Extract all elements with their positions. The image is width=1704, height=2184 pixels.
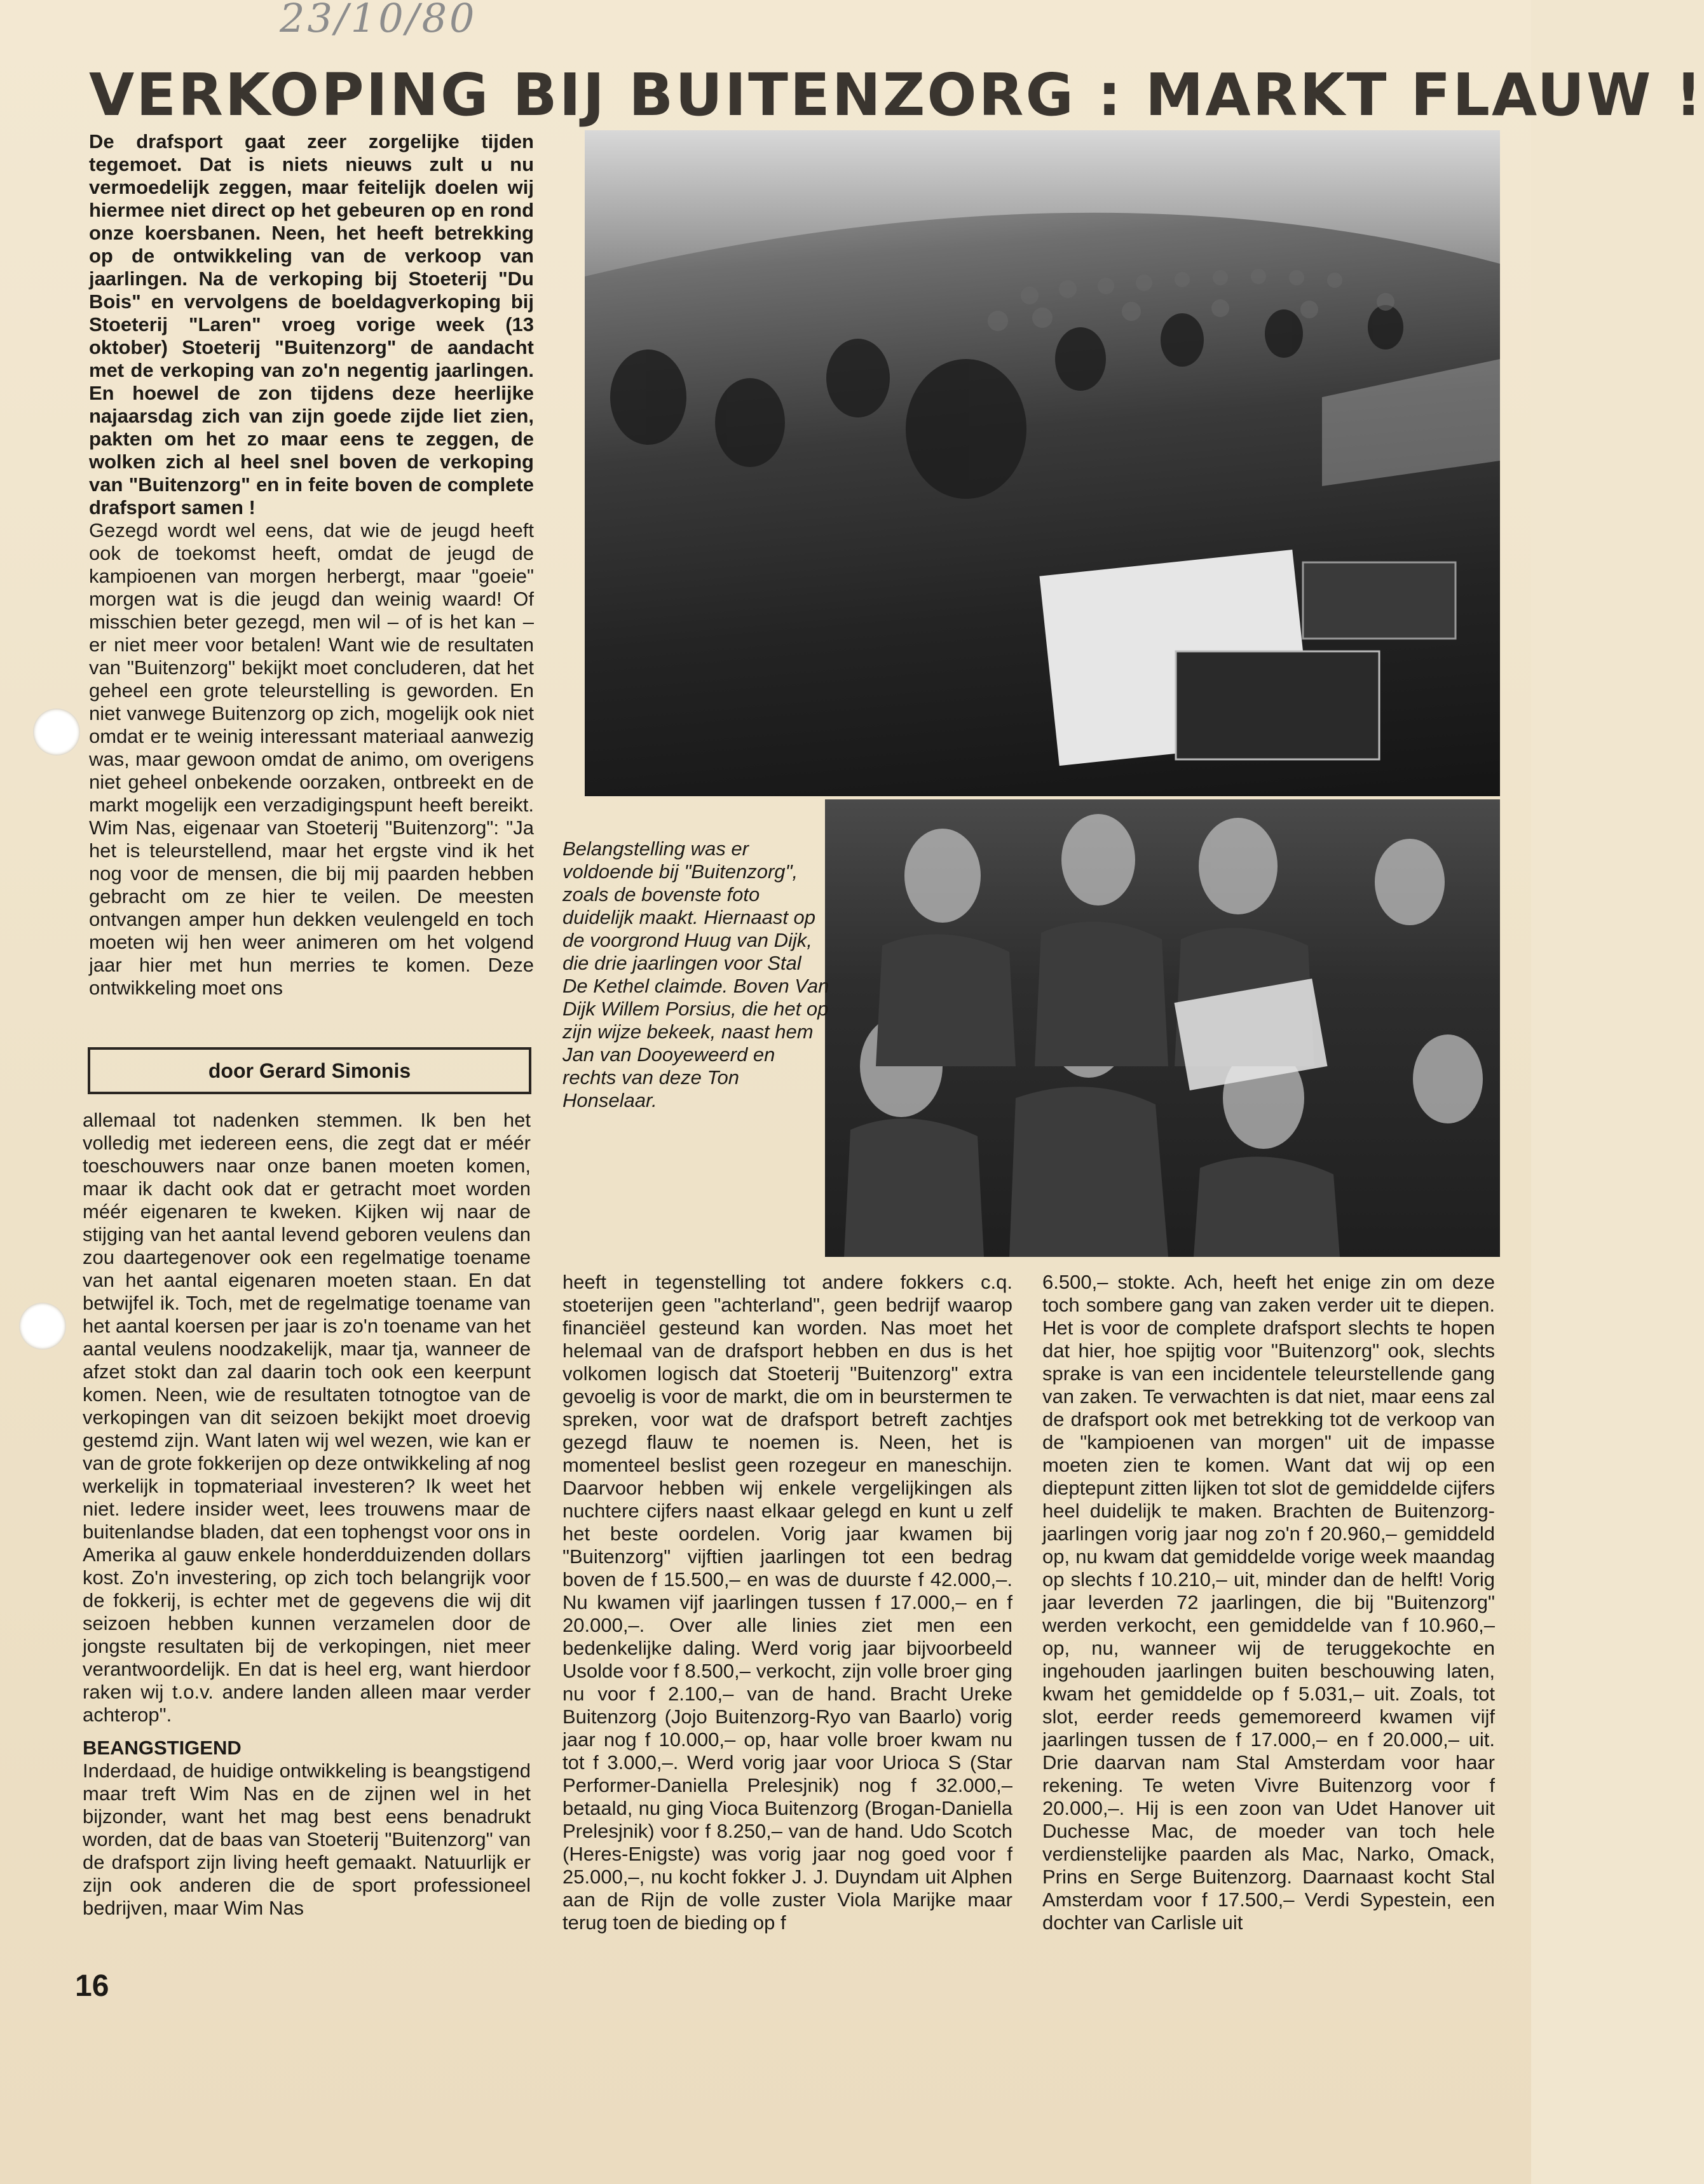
auction-crowd-illustration xyxy=(585,130,1500,796)
column-2 xyxy=(562,1271,1012,1989)
column-1-lower xyxy=(83,1109,531,2011)
body-paragraph: heeft in tegenstelling tot andere fokkers c.q. stoeterijen geen "achterland", geen bedrijf waarop financiëel gesteund kan worden. Nas moet het helemaal van de drafsport hebben en dus is het volkomen logisch dat Stoeterij "Buitenzorg" extra gevoelig is voor de markt, die om in beurstermen te spreken, voor wat de drafsport betreft zachtjes gezegd flauw te noemen is. Neen, het is momenteel beslist geen rozegeur en maneschijn. Daarvoor hebben wij enkele vergelijkingen als nuchtere cijfers naast elkaar gelegd en kunt u zelf het beste oordelen. Vorig jaar kwamen bij "Buitenzorg" vijftien jaarlingen tot een bedrag boven de f 15.500,– en was de duurste f 42.000,–. Nu kwamen vijf jaarlingen tussen f 17.000,– en f 20.000,–. Over alle linies ziet men een bedenkelijke daling. Werd vorig jaar bijvoorbeeld Usolde voor f 8.500,– verkocht, zijn volle broer ging nu voor f 2.100,– van de hand. Bracht Ureke Buitenzorg (Jojo Buitenzorg-Ryo van Baarlo) vorig jaar nog f 10.000,– op, haar volle broer kwam nu tot f 3.000,–. Werd vorig jaar voor Urioca S (Star Performer-Daniella Prelesjnik) nog f 32.000,– betaald, nu ging Vioca Buitenzorg (Brogan-Daniella Prelesjnik) voor f 8.250,– van de hand. Udo Scotch (Heres-Enigste) was vorig jaar nog goed voor f 25.000,–, nu kocht fokker J. J. Duyndam uit Alphen aan de Rijn de volle zuster Viola Marijke maar terug toen de bieding op f xyxy=(562,1271,1012,1934)
auction-crowd-photo xyxy=(585,130,1500,796)
column-3 xyxy=(1042,1271,1495,1989)
punch-hole-icon xyxy=(19,1303,66,1350)
author-byline: door Gerard Simonis xyxy=(88,1047,531,1094)
section-subhead: BEANGSTIGEND xyxy=(83,1737,242,1759)
body-paragraph: 6.500,– stokte. Ach, heeft het enige zin om deze toch sombere gang van zaken verder uit te diepen. Het is voor de complete drafsport slechts te hopen dat hier, hoe spijtig voor "Buitenzorg" ook, slechts sprake is van een incidentele teleurstellende gang van zaken. Te verwachten is dat niet, maar eens zal de drafsport ook met betrekking tot de verkoop van de "kampioenen van morgen" uit de impasse moeten zien te komen. Want dat wij op een dieptepunt zitten lijken tot slot de gemiddelde cijfers heel duidelijk te maken. Brachten de Buitenzorg-jaarlingen vorig jaar nog zo'n f 20.960,– gemiddeld op, nu kwam dat gemiddelde vorige week maandag op slechts f 10.210,– uit, minder dan de helft! Vorig jaar leverden 72 jaarlingen, die bij "Buitenzorg" werden verkocht, een gemiddelde van f 10.960,– op, nu, wanneer wij de teruggekochte en ingehouden jaarlingen buiten beschouwing laten, kwam het gemiddelde op f 5.031,– uit. Zoals, tot slot, eerder reeds gememoreerd kwamen vijf jaarlingen tussen de f 17.000,– en f 20.000,– uit. Drie daarvan nam Stal Amsterdam voor haar rekening. Te weten Vivre Buitenzorg voor f 20.000,–. Hij is een zoon van Udet Hanover uit Duchesse Mac, de moeder van toch hele verdienstelijke paarden als Mac, Narko, Omack, Prins en Serge Buitenzorg. Daarnaast kocht Stal Amsterdam voor f 17.500,– Verdi Sypestein, een dochter van Carlisle uit xyxy=(1042,1271,1495,1934)
spectators-illustration xyxy=(825,799,1500,1257)
body-paragraph: Inderdaad, de huidige ontwikkeling is beangstigend maar treft Wim Nas en de zijnen wel in het bijzonder, want het mag best eens benadrukt worden, dat de baas van Stoeterij "Buitenzorg" van de drafsport zijn living heeft gemaakt. Natuurlijk er zijn ook anderen die de sport professioneel bedrijven, maar Wim Nas xyxy=(83,1760,531,1919)
body-paragraph: allemaal tot nadenken stemmen. Ik ben het volledig met iedereen eens, die zegt dat er méér toeschouwers naar onze banen moeten komen, maar ik dacht ook dat er getracht moet worden méér eigenaren te kweken. Kijken wij naar de stijging van het aantal levend geboren veulens dan zou daartegenover ook een regelmatige toename van het aantal eigenaren moeten staan. En dat betwijfel ik. Toch, met de regelmatige toename van het aantal koersen per jaar is zo'n toename van het aantal veulens noodzakelijk, maar tja, wanneer de afzet stokt dan zal daarin toch ook een keerpunt komen. Neen, wie de resultaten totnogtoe van de verkopingen van dit seizoen bekijkt moet droevig gestemd zijn. Want laten wij wel wezen, wie kan er van de grote fokkerijen op deze ontwikkeling af nog werkelijk in topmateriaal investeren? Ik weet het niet. Iedere insider weet, lees trouwens maar de buitenlandse bladen, dat een tophengst voor ons in Amerika al gauw enkele honderdduizenden dollars kost. Zo'n investering, op zich toch belangrijk voor de fokkerij, is echter met de gegevens die wij dit seizoen hebben kunnen verzamelen door de jongste resultaten bij de verkopingen, niet meer verantwoordelijk. En dat is heel erg, want hierdoor raken wij t.o.v. andere landen alleen maar verder achterop". xyxy=(83,1109,531,1726)
spectators-closeup-photo xyxy=(825,799,1500,1257)
body-paragraph: Gezegd wordt wel eens, dat wie de jeugd heeft ook de toekomst heeft, omdat de jeugd de kampioenen van morgen herbergt, maar "goeie" morgen wat is die jeugd dan weinig waard! Of misschien beter gezegd, men wil – of is het kan – er niet meer voor betalen! Want wie de resultaten van "Buitenzorg" bekijkt moet concluderen, dat het geheel een grote teleurstelling is geworden. En niet vanwege Buitenzorg op zich, mogelijk ook niet omdat er te weinig interessant materiaal aanwezig was, maar gewoon omdat de animo, om overigens niet geheel onbekende oorzaken, ontbreekt en de markt mogelijk een verzadigingspunt heeft bereikt. Wim Nas, eigenaar van Stoeterij "Buitenzorg": "Ja het is teleurstellend, maar het ergste vind ik het nog voor de mensen, die bij mij paarden hebben gebracht om ze hier te veilen. De meesten ontvangen amper hun dekken veulengeld en toch moeten wij hen weer animeren om het volgend jaar hier met hun merries te komen. Deze ontwikkeling moet ons xyxy=(89,519,534,999)
column-1-upper xyxy=(89,130,534,1036)
lead-paragraph: De drafsport gaat zeer zorgelijke tijden tegemoet. Dat is niets nieuws zult u nu vermoedelijk zeggen, maar feitelijk doelen wij hiermee niet direct op het gebeuren op en rond onze koersbanen. Neen, het heeft betrekking op de ontwikkeling van de verkoop van jaarlingen. Na de verkoping bij Stoeterij "Du Bois" en vervolgens de boeldagverkoping bij Stoeterij "Laren" vroeg vorige week (13 oktober) Stoeterij "Buitenzorg" de aandacht met de verkoping van zo'n negentig jaarlingen. En hoewel de zon tijdens deze heerlijke najaarsdag zich van zijn goede zijde liet zien, pakten om het zo maar eens te zeggen, de wolken zich al heel snel boven de verkoping van "Buitenzorg" en in feite boven de complete drafsport samen ! xyxy=(89,130,534,519)
punch-hole-icon xyxy=(33,709,80,756)
page-number: 16 xyxy=(75,1969,109,2003)
photo-caption: Belangstelling was er voldoende bij "Buitenzorg", zoals de bovenste foto duidelijk maakt. Hiernaast op de voorgrond Huug van Dijk, die drie jaarlingen voor Stal De Kethel claimde. Boven Van Dijk Willem Porsius, die het op zijn wijze bekeek, naast hem Jan van Dooyeweerd en rechts van deze Ton Honselaar. xyxy=(562,838,829,1111)
handwritten-date: 23/10/80 xyxy=(280,0,477,41)
article-title: VERKOPING BIJ BUITENZORG : MARKT FLAUW ! xyxy=(89,61,1704,129)
